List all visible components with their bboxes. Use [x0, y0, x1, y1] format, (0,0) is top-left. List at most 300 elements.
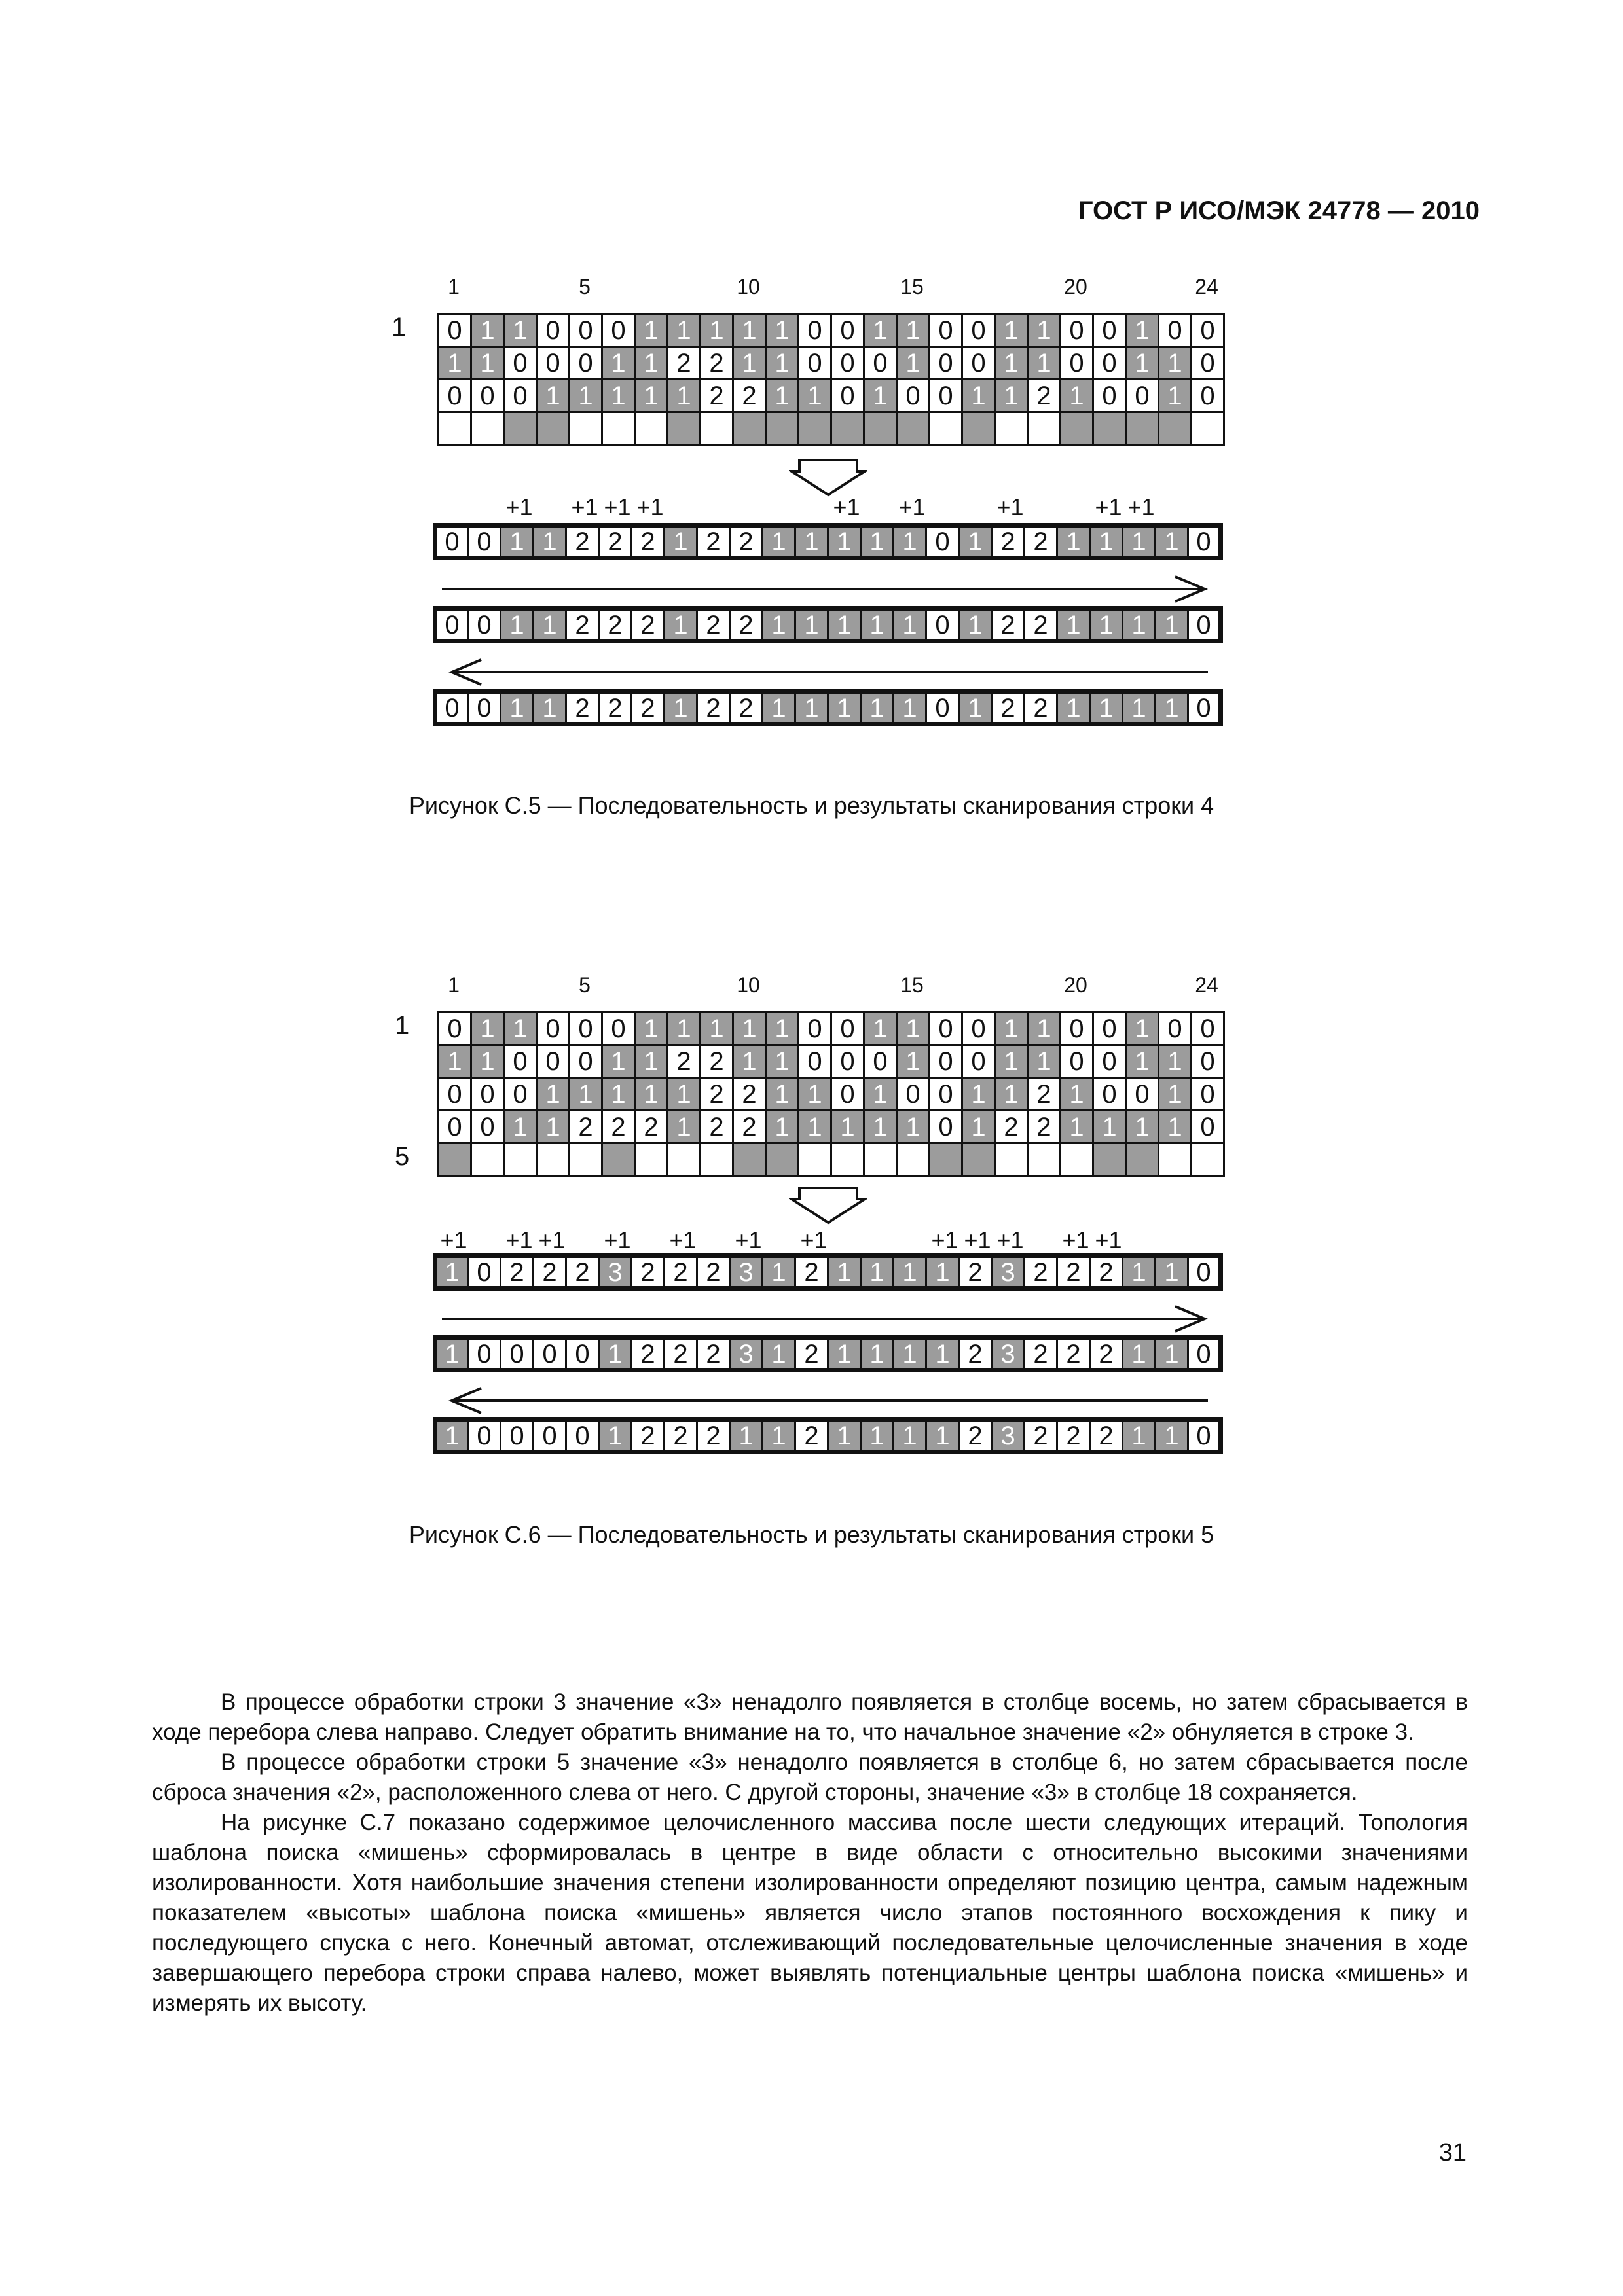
grid-cell [930, 1143, 962, 1176]
increment-label: +1 [800, 1227, 828, 1253]
grid-cell: 2 [1025, 692, 1057, 725]
grid-cell: 1 [668, 380, 701, 412]
grid-cell: 2 [668, 1045, 701, 1078]
grid-cell: 2 [701, 1078, 733, 1111]
grid-cell: 1 [828, 1338, 861, 1371]
grid-cell: 0 [468, 609, 501, 641]
grid-cell: 1 [1156, 526, 1188, 558]
grid-cell: 1 [730, 1420, 763, 1452]
column-number: 5 [579, 275, 591, 298]
grid-cell: 0 [1061, 1045, 1093, 1078]
grid-cell: 1 [602, 347, 635, 380]
grid-cell: 1 [570, 1078, 602, 1111]
increment-label: +1 [440, 1227, 467, 1253]
grid-cell: 3 [992, 1338, 1025, 1371]
grid-cell [1126, 412, 1159, 445]
grid-cell [864, 412, 897, 445]
grid-cell [766, 1143, 799, 1176]
grid-cell [766, 412, 799, 445]
grid-cell: 0 [962, 1045, 995, 1078]
grid-cell: 0 [537, 1013, 570, 1045]
grid-cell: 2 [1057, 1338, 1090, 1371]
grid-row [439, 380, 1224, 412]
increment-label: +1 [505, 1227, 533, 1253]
increment-label: +1 [931, 1227, 958, 1253]
grid-cell: 1 [1028, 1013, 1061, 1045]
grid-cell: 1 [435, 1338, 468, 1371]
grid-row [435, 609, 1221, 641]
scan-left-to-right-row [433, 1335, 1223, 1372]
grid-cell: 0 [864, 1045, 897, 1078]
grid-cell: 2 [632, 1338, 665, 1371]
grid-cell: 0 [534, 1420, 566, 1452]
grid-cell: 1 [828, 1420, 861, 1452]
grid-cell [864, 1143, 897, 1176]
grid-cell: 1 [1028, 314, 1061, 347]
grid-cell: 0 [1061, 347, 1093, 380]
grid-cell: 2 [730, 692, 763, 725]
grid-cell: 0 [468, 1420, 501, 1452]
grid-cell: 1 [799, 1111, 831, 1143]
grid-cell: 0 [501, 1338, 534, 1371]
grid-cell: 1 [766, 314, 799, 347]
grid-cell: 1 [763, 692, 795, 725]
grid-cell: 1 [763, 609, 795, 641]
body-text [152, 1687, 1468, 2018]
increment-label: +1 [604, 493, 631, 520]
grid-cell: 1 [1126, 347, 1159, 380]
grid-cell: 1 [534, 526, 566, 558]
grid-cell [831, 1143, 864, 1176]
grid-cell: 1 [635, 347, 668, 380]
grid-cell [1061, 1143, 1093, 1176]
grid-cell: 1 [668, 1111, 701, 1143]
grid-cell: 0 [1192, 1078, 1224, 1111]
grid-row [439, 1045, 1224, 1078]
increment-label: +1 [1095, 493, 1122, 520]
grid-cell: 0 [962, 1013, 995, 1045]
column-number: 10 [737, 275, 760, 298]
grid-cell: 2 [665, 1256, 697, 1289]
grid-cell: 0 [602, 314, 635, 347]
grid-cell [1159, 1143, 1192, 1176]
grid-cell: 0 [1192, 347, 1224, 380]
grid-cell: 1 [763, 1338, 795, 1371]
grid-cell: 0 [930, 1045, 962, 1078]
grid-cell: 1 [1028, 347, 1061, 380]
grid-cell: 0 [926, 526, 959, 558]
grid-cell: 1 [962, 1078, 995, 1111]
column-number: 1 [448, 275, 460, 298]
grid-cell: 0 [439, 314, 471, 347]
grid-cell: 0 [504, 380, 537, 412]
grid-cell [995, 1143, 1028, 1176]
grid-cell: 1 [861, 526, 894, 558]
grid-cell: 1 [1126, 1111, 1159, 1143]
grid-cell: 2 [566, 692, 599, 725]
grid-cell: 2 [1090, 1256, 1123, 1289]
grid-cell [799, 1143, 831, 1176]
grid-cell: 2 [697, 692, 730, 725]
figure-caption: Рисунок С.6 — Последовательность и результаты сканирования строки 5 [409, 1521, 1214, 1548]
increment-label: +1 [1062, 1227, 1089, 1253]
grid-cell [439, 1143, 471, 1176]
grid-cell: 0 [471, 380, 504, 412]
grid-cell [668, 412, 701, 445]
grid-cell: 0 [930, 314, 962, 347]
grid-cell: 0 [504, 1078, 537, 1111]
grid-cell: 2 [701, 1111, 733, 1143]
grid-cell: 1 [733, 1045, 766, 1078]
grid-row [435, 1256, 1221, 1289]
grid-cell: 1 [1090, 692, 1123, 725]
grid-cell [733, 412, 766, 445]
grid-cell: 1 [668, 1013, 701, 1045]
grid-cell: 0 [930, 1111, 962, 1143]
grid-cell: 2 [995, 1111, 1028, 1143]
grid-cell: 0 [930, 347, 962, 380]
increment-labels [437, 493, 1223, 522]
grid-cell: 1 [1057, 609, 1090, 641]
grid-cell [471, 1143, 504, 1176]
grid-cell: 1 [1090, 609, 1123, 641]
grid-cell: 0 [1126, 1078, 1159, 1111]
grid-cell: 1 [962, 1111, 995, 1143]
grid-cell: 0 [439, 1078, 471, 1111]
grid-cell: 1 [471, 347, 504, 380]
grid-cell: 1 [1061, 1111, 1093, 1143]
grid-cell: 2 [570, 1111, 602, 1143]
grid-cell: 2 [697, 609, 730, 641]
grid-cell: 1 [501, 609, 534, 641]
figure-caption: Рисунок С.5 — Последовательность и результаты сканирования строки 4 [409, 792, 1214, 819]
grid-cell: 2 [992, 692, 1025, 725]
grid-cell: 1 [897, 347, 930, 380]
down-arrow-icon [789, 1186, 867, 1225]
grid-cell: 1 [501, 526, 534, 558]
grid-cell: 1 [864, 1111, 897, 1143]
grid-cell: 2 [635, 1111, 668, 1143]
grid-cell: 1 [926, 1256, 959, 1289]
grid-cell: 1 [962, 380, 995, 412]
grid-cell: 1 [501, 692, 534, 725]
grid-cell: 1 [864, 1013, 897, 1045]
grid-cell [701, 1143, 733, 1176]
grid-cell: 0 [1188, 609, 1221, 641]
grid-cell: 2 [632, 609, 665, 641]
grid-cell: 1 [1126, 314, 1159, 347]
grid-cell: 2 [795, 1256, 828, 1289]
grid-cell: 1 [471, 1045, 504, 1078]
grid-cell: 2 [632, 692, 665, 725]
grid-cell: 1 [665, 692, 697, 725]
grid-cell: 0 [1093, 1078, 1126, 1111]
grid-cell: 1 [733, 314, 766, 347]
grid-cell: 1 [504, 1013, 537, 1045]
grid-cell [602, 1143, 635, 1176]
column-number: 15 [900, 275, 924, 298]
paragraph: В процессе обработки строки 3 значение «3» ненадолго появляется в столбце восемь, но затем сбрасывается в ходе перебора слева направо. Следует обратить внимание на то, что начальное значение «2» обнуляется в строке 3. [152, 1689, 1468, 1745]
grid-cell: 0 [864, 347, 897, 380]
grid-cell: 0 [799, 347, 831, 380]
grid-cell: 1 [995, 380, 1028, 412]
grid-cell [570, 1143, 602, 1176]
grid-cell: 1 [995, 1045, 1028, 1078]
grid-row [439, 1078, 1224, 1111]
grid-cell: 1 [828, 526, 861, 558]
grid-cell: 1 [995, 347, 1028, 380]
grid-cell: 0 [468, 692, 501, 725]
grid-cell: 0 [831, 380, 864, 412]
grid-cell: 0 [799, 1013, 831, 1045]
grid-cell: 0 [831, 1045, 864, 1078]
grid-cell: 1 [894, 1338, 926, 1371]
grid-cell: 2 [632, 526, 665, 558]
grid-cell: 1 [894, 609, 926, 641]
grid-cell: 0 [570, 314, 602, 347]
right-arrow-icon [442, 573, 1214, 605]
column-number: 24 [1195, 973, 1218, 997]
grid-cell: 1 [1126, 1045, 1159, 1078]
column-number: 24 [1195, 275, 1218, 298]
increment-labels [437, 1227, 1223, 1255]
scan-left-to-right-row [433, 606, 1223, 643]
grid-cell [897, 1143, 930, 1176]
grid-cell: 2 [602, 1111, 635, 1143]
grid-cell: 1 [602, 1078, 635, 1111]
grid-cell: 2 [566, 1256, 599, 1289]
grid-cell [930, 412, 962, 445]
grid-cell: 2 [992, 609, 1025, 641]
grid-cell: 1 [537, 1078, 570, 1111]
grid-cell [1159, 412, 1192, 445]
grid-cell [635, 1143, 668, 1176]
grid-cell [1192, 1143, 1224, 1176]
grid-cell: 1 [1159, 380, 1192, 412]
column-number: 1 [448, 973, 460, 997]
scan-result-row [433, 1253, 1223, 1291]
grid-cell: 2 [730, 609, 763, 641]
increment-label: +1 [996, 493, 1024, 520]
grid-cell: 2 [1057, 1420, 1090, 1452]
grid-cell [439, 412, 471, 445]
grid-cell: 1 [1061, 1078, 1093, 1111]
input-grid [437, 313, 1225, 446]
grid-cell: 0 [439, 1111, 471, 1143]
grid-cell: 1 [766, 1045, 799, 1078]
scan-right-to-left-row [433, 1417, 1223, 1454]
grid-cell: 0 [537, 1045, 570, 1078]
column-number: 15 [900, 973, 924, 997]
grid-cell: 1 [1090, 526, 1123, 558]
grid-cell: 1 [635, 380, 668, 412]
page-number: 31 [1438, 2139, 1467, 2166]
grid-cell: 3 [992, 1420, 1025, 1452]
grid-cell: 1 [1123, 609, 1156, 641]
grid-cell: 1 [959, 609, 992, 641]
grid-cell: 1 [861, 692, 894, 725]
grid-cell: 1 [1123, 1420, 1156, 1452]
increment-label: +1 [1127, 493, 1155, 520]
grid-cell: 0 [1093, 1045, 1126, 1078]
grid-cell: 2 [665, 1420, 697, 1452]
grid-row [435, 1420, 1221, 1452]
grid-cell: 0 [471, 1078, 504, 1111]
grid-cell [1093, 1143, 1126, 1176]
grid-cell: 2 [668, 347, 701, 380]
grid-cell: 1 [894, 1420, 926, 1452]
grid-cell: 1 [504, 314, 537, 347]
grid-cell: 0 [799, 314, 831, 347]
grid-cell: 2 [566, 526, 599, 558]
grid-cell: 0 [926, 692, 959, 725]
grid-cell: 2 [701, 380, 733, 412]
grid-cell: 2 [697, 1420, 730, 1452]
grid-cell: 2 [701, 347, 733, 380]
grid-cell: 0 [962, 314, 995, 347]
increment-label: +1 [833, 493, 860, 520]
grid-cell [537, 1143, 570, 1176]
grid-cell: 1 [534, 692, 566, 725]
document-header: ГОСТ Р ИСО/МЭК 24778 — 2010 [1078, 196, 1480, 225]
grid-cell: 1 [1159, 1045, 1192, 1078]
row-label-bottom: 5 [395, 1142, 410, 1171]
grid-cell: 2 [959, 1256, 992, 1289]
grid-cell: 0 [930, 1013, 962, 1045]
grid-cell: 1 [435, 1420, 468, 1452]
grid-cell: 1 [897, 1045, 930, 1078]
grid-cell: 0 [1192, 1045, 1224, 1078]
increment-label: +1 [1095, 1227, 1122, 1253]
grid-cell: 1 [766, 347, 799, 380]
grid-row [439, 314, 1224, 347]
grid-cell: 1 [439, 347, 471, 380]
grid-cell: 1 [861, 609, 894, 641]
grid-cell: 2 [1025, 1420, 1057, 1452]
grid-cell: 0 [897, 380, 930, 412]
grid-cell: 1 [926, 1338, 959, 1371]
grid-cell: 0 [501, 1420, 534, 1452]
grid-cell: 0 [1188, 692, 1221, 725]
grid-cell [1126, 1143, 1159, 1176]
grid-cell: 1 [1159, 1111, 1192, 1143]
grid-cell: 1 [894, 1256, 926, 1289]
increment-label: +1 [604, 1227, 631, 1253]
grid-cell: 0 [1061, 1013, 1093, 1045]
grid-cell: 2 [697, 1256, 730, 1289]
grid-cell: 2 [1025, 609, 1057, 641]
scan-result-row [433, 523, 1223, 560]
left-arrow-icon [442, 1384, 1214, 1417]
grid-cell: 1 [795, 526, 828, 558]
grid-cell: 0 [1192, 1013, 1224, 1045]
grid-cell: 2 [1057, 1256, 1090, 1289]
grid-cell: 0 [435, 609, 468, 641]
grid-cell: 1 [864, 1078, 897, 1111]
grid-cell: 3 [730, 1256, 763, 1289]
grid-cell [701, 412, 733, 445]
grid-cell: 2 [566, 609, 599, 641]
grid-row [439, 1143, 1224, 1176]
increment-label: +1 [735, 1227, 762, 1253]
grid-cell: 1 [828, 692, 861, 725]
increment-label: +1 [636, 493, 664, 520]
grid-cell: 0 [537, 314, 570, 347]
grid-cell: 0 [537, 347, 570, 380]
grid-cell: 0 [1159, 314, 1192, 347]
grid-cell: 1 [861, 1420, 894, 1452]
grid-cell: 1 [995, 314, 1028, 347]
grid-cell: 2 [795, 1338, 828, 1371]
grid-cell: 1 [733, 1013, 766, 1045]
grid-cell: 2 [733, 1078, 766, 1111]
grid-cell: 1 [1156, 1420, 1188, 1452]
increment-label: +1 [505, 493, 533, 520]
grid-cell: 1 [861, 1256, 894, 1289]
grid-cell: 2 [733, 1111, 766, 1143]
grid-cell: 2 [632, 1256, 665, 1289]
grid-row [439, 1013, 1224, 1045]
grid-cell: 1 [665, 526, 697, 558]
grid-cell: 2 [959, 1338, 992, 1371]
grid-cell: 1 [926, 1420, 959, 1452]
grid-cell: 1 [1028, 1045, 1061, 1078]
grid-cell: 1 [995, 1078, 1028, 1111]
grid-cell: 0 [439, 380, 471, 412]
grid-cell: 2 [534, 1256, 566, 1289]
grid-cell: 0 [1093, 1013, 1126, 1045]
grid-cell: 0 [831, 1078, 864, 1111]
grid-cell: 2 [665, 1338, 697, 1371]
grid-cell: 0 [570, 347, 602, 380]
grid-row [439, 347, 1224, 380]
grid-cell: 0 [1093, 314, 1126, 347]
grid-cell: 0 [1192, 380, 1224, 412]
grid-cell: 0 [831, 1013, 864, 1045]
increment-label: +1 [898, 493, 926, 520]
grid-cell: 2 [599, 692, 632, 725]
increment-label: +1 [571, 493, 598, 520]
grid-cell: 0 [1159, 1013, 1192, 1045]
grid-cell: 1 [1156, 692, 1188, 725]
grid-cell: 1 [894, 526, 926, 558]
grid-cell: 2 [1025, 1256, 1057, 1289]
grid-cell [1028, 412, 1061, 445]
grid-cell: 2 [1090, 1420, 1123, 1452]
grid-cell: 3 [730, 1338, 763, 1371]
grid-row [439, 1111, 1224, 1143]
increment-label: +1 [996, 1227, 1024, 1253]
grid-cell: 0 [831, 347, 864, 380]
grid-cell: 0 [504, 1045, 537, 1078]
grid-cell: 1 [1159, 1078, 1192, 1111]
grid-cell: 2 [501, 1256, 534, 1289]
grid-cell [1093, 412, 1126, 445]
grid-cell: 0 [1126, 380, 1159, 412]
grid-cell: 0 [504, 347, 537, 380]
paragraph: В процессе обработки строки 5 значение «3» ненадолго появляется в столбце 6, но затем сбрасывается после сброса значения «2», расположенного слева от него. С другой стороны, значение «3» в столбце 18 сохраняется. [152, 1749, 1468, 1805]
grid-cell: 1 [668, 314, 701, 347]
grid-cell: 1 [799, 1078, 831, 1111]
row-label-top: 1 [392, 313, 407, 342]
grid-cell: 1 [1057, 526, 1090, 558]
grid-cell: 1 [701, 1013, 733, 1045]
grid-cell: 1 [766, 380, 799, 412]
grid-cell: 0 [468, 1256, 501, 1289]
grid-cell: 1 [959, 526, 992, 558]
grid-cell: 1 [864, 380, 897, 412]
grid-cell: 1 [763, 1256, 795, 1289]
